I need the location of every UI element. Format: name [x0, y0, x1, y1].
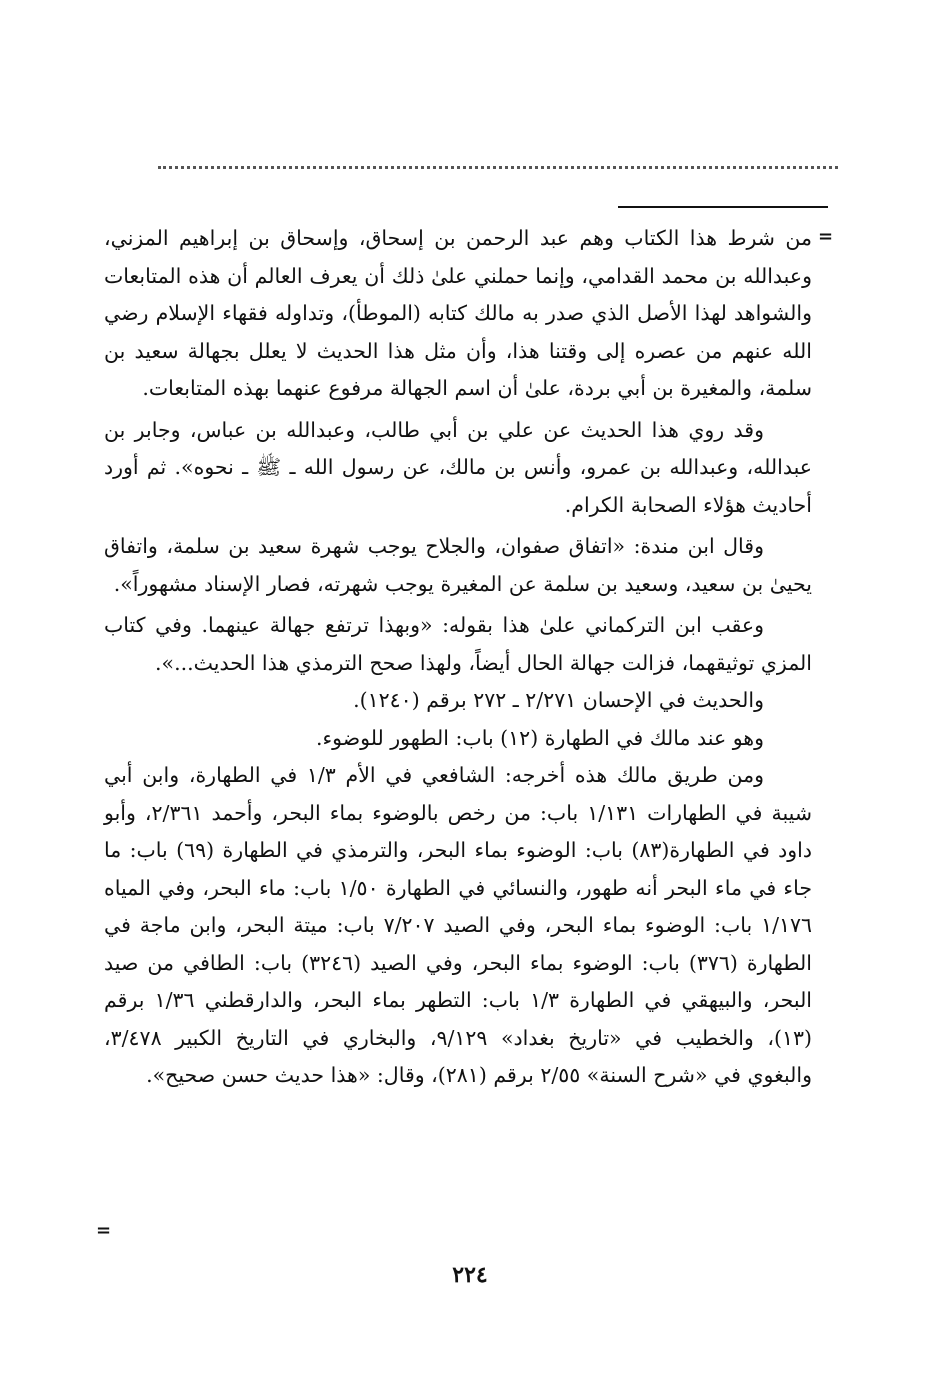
footnote-paragraph-3: وقال ابن مندة: «اتفاق صفوان، والجلاح يوجب شهرة سعيد بن سلمة، واتفاق يحيىٰ بن سعيد، وسعيد بن سلمة عن المغيرة يوجب شهرته، فصار الإسناد مشهوراً». — [104, 534, 812, 596]
continuation-mark-top: = — [818, 226, 834, 247]
continuation-mark-bottom: = — [96, 1220, 112, 1241]
footnote-paragraph-1: من شرط هذا الكتاب وهم عبد الرحمن بن إسحاق، وإسحاق بن إبراهيم المزني، وعبدالله بن محمد القدامي، وإنما حملني علىٰ ذلك أن يعرف العالم أن هذه المتابعات والشواهد لهذا الأصل الذي صدر به مالك كتابه (الموطأ)، وتداوله فقهاء الإسلام رضي الله عنهم من عصره إلى وقتنا هذا، وأن مثل هذا الحديث لا يعلل بجهالة سعيد بن سلمة، والمغيرة بن أبي بردة، علىٰ أن اسم الجهالة مرفوع عنهما بهذه المتابعات. — [104, 226, 812, 400]
footnote-paragraph-2: وقد روي هذا الحديث عن علي بن أبي طالب، وعبدالله بن عباس، وجابر بن عبدالله، وعبدالله بن عمرو، وأنس بن مالك، عن رسول الله ـ ﷺ ـ نحوه». ثم أورد أحاديث هؤلاء الصحابة الكرام. — [104, 417, 812, 517]
footnote-text — [104, 220, 812, 1095]
footnote-rule — [618, 206, 828, 208]
page-number: ٢٢٤ — [452, 1262, 488, 1288]
footnote-paragraph-6: وهو عند مالك في الطهارة (١٢) باب: الطهور للوضوء. — [315, 725, 764, 750]
footnote-paragraph-4: وعقب ابن التركماني علىٰ هذا بقوله: «وبهذا ترتفع جهالة عينهما. وفي كتاب المزي توثيقهما، فزالت جهالة الحال أيضاً، ولهذا صحح الترمذي هذا الحديث...». — [104, 613, 812, 675]
footnote-paragraph-7: ومن طريق مالك هذه أخرجه: الشافعي في الأم ١/٣ في الطهارة، وابن أبي شيبة في الطهارات ١/١٣١ باب: من رخص بالوضوء بماء البحر، وأحمد ٢/٣٦١، وأبو داود في الطهارة(٨٣) باب: الوضوء بماء البحر، والترمذي في الطهارة (٦٩) باب: ما جاء في ماء البحر أنه طهور، والنسائي في الطهارة ١/٥٠ باب: ماء البحر، وفي المياه ١/١٧٦ باب: الوضوء بماء البحر، وفي الصيد ٧/٢٠٧ باب: ميتة البحر، وابن ماجة في الطهارة (٣٧٦) باب: الوضوء بماء البحر، وفي الصيد (٣٢٤٦) باب: الطافي من صيد البحر، والبيهقي في الطهارة ١/٣ باب: التطهر بماء البحر، والدارقطني ١/٣٦ برقم (١٣)، والخطيب في «تاريخ بغداد» ٩/١٢٩، والبخاري في التاريخ الكبير ٣/٤٧٨، والبغوي في «شرح السنة» ٢/٥٥ برقم (٢٨١)، وقال: «هذا حديث حسن صحيح». — [104, 763, 813, 1087]
header-dotted-separator — [158, 166, 838, 169]
footnote-paragraph-5: والحديث في الإحسان ٢/٢٧١ ـ ٢٧٢ برقم (١٢٤٠). — [353, 688, 764, 712]
